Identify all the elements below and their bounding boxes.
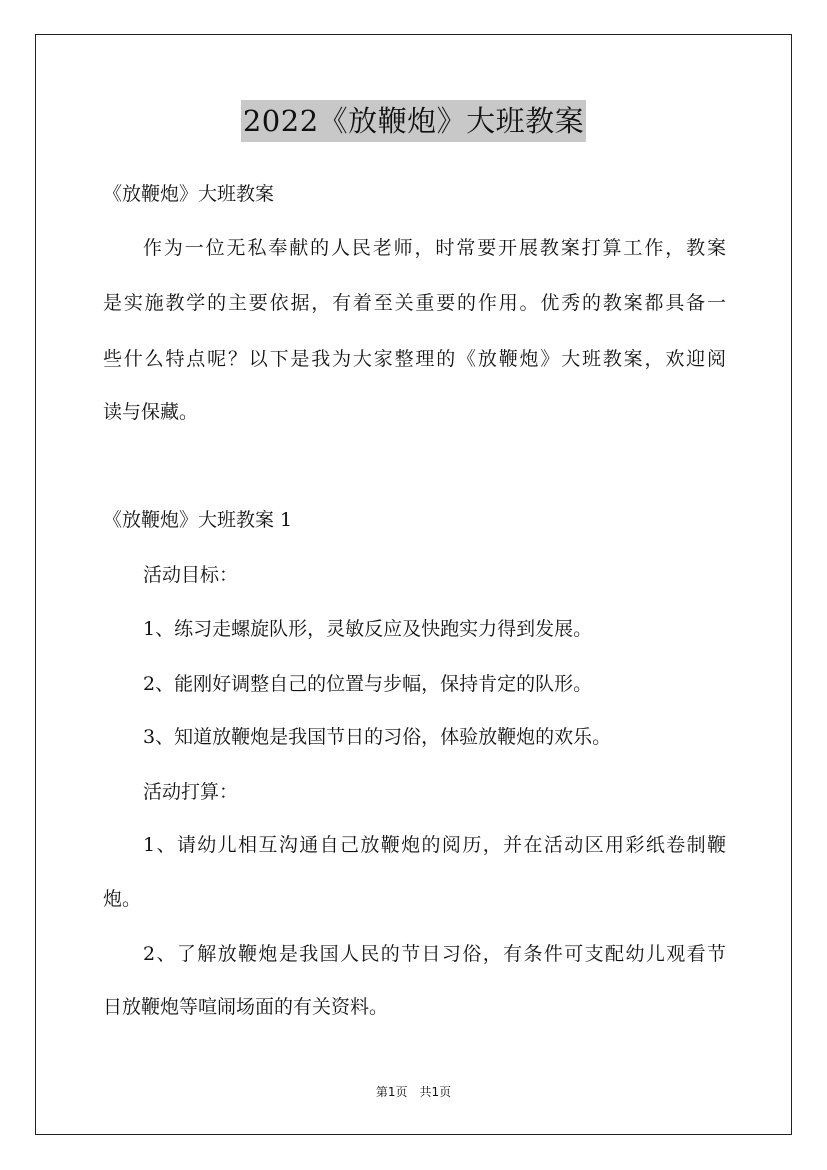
prep-line-4: 日放鞭炮等喧闹场面的有关资料。	[103, 996, 389, 1018]
intro-line-3: 些什么特点呢？以下是我为大家整理的《放鞭炮》大班教案，欢迎阅	[103, 348, 726, 370]
intro-line-4: 读与保藏。	[103, 401, 199, 423]
page-footer: 第1页 共1页	[375, 1085, 452, 1099]
goals-heading: 活动目标：	[143, 564, 239, 586]
intro-line-2: 是实施教学的主要依据，有着至关重要的作用。优秀的教案都具备一	[103, 292, 726, 314]
prep-line-3: 2、了解放鞭炮是我国人民的节日习俗，有条件可支配幼儿观看节	[143, 943, 726, 965]
prep-line-1: 1、请幼儿相互沟通自己放鞭炮的阅历，并在活动区用彩纸卷制鞭	[143, 834, 726, 856]
goal-item-1: 1、练习走螺旋队形，灵敏反应及快跑实力得到发展。	[143, 618, 593, 640]
intro-line-1: 作为一位无私奉献的人民老师，时常要开展教案打算工作，教案	[143, 237, 726, 259]
goal-item-2: 2、能刚好调整自己的位置与步幅，保持肯定的队形。	[143, 673, 593, 695]
document-title: 2022《放鞭炮》大班教案	[241, 100, 586, 142]
prep-line-2: 炮。	[103, 888, 142, 910]
prep-heading: 活动打算：	[143, 781, 239, 803]
document-subtitle: 《放鞭炮》大班教案	[103, 183, 275, 205]
title-container	[0, 100, 827, 142]
section-heading: 《放鞭炮》大班教案 1	[103, 509, 293, 531]
goal-item-3: 3、知道放鞭炮是我国节日的习俗，体验放鞭炮的欢乐。	[143, 726, 612, 748]
